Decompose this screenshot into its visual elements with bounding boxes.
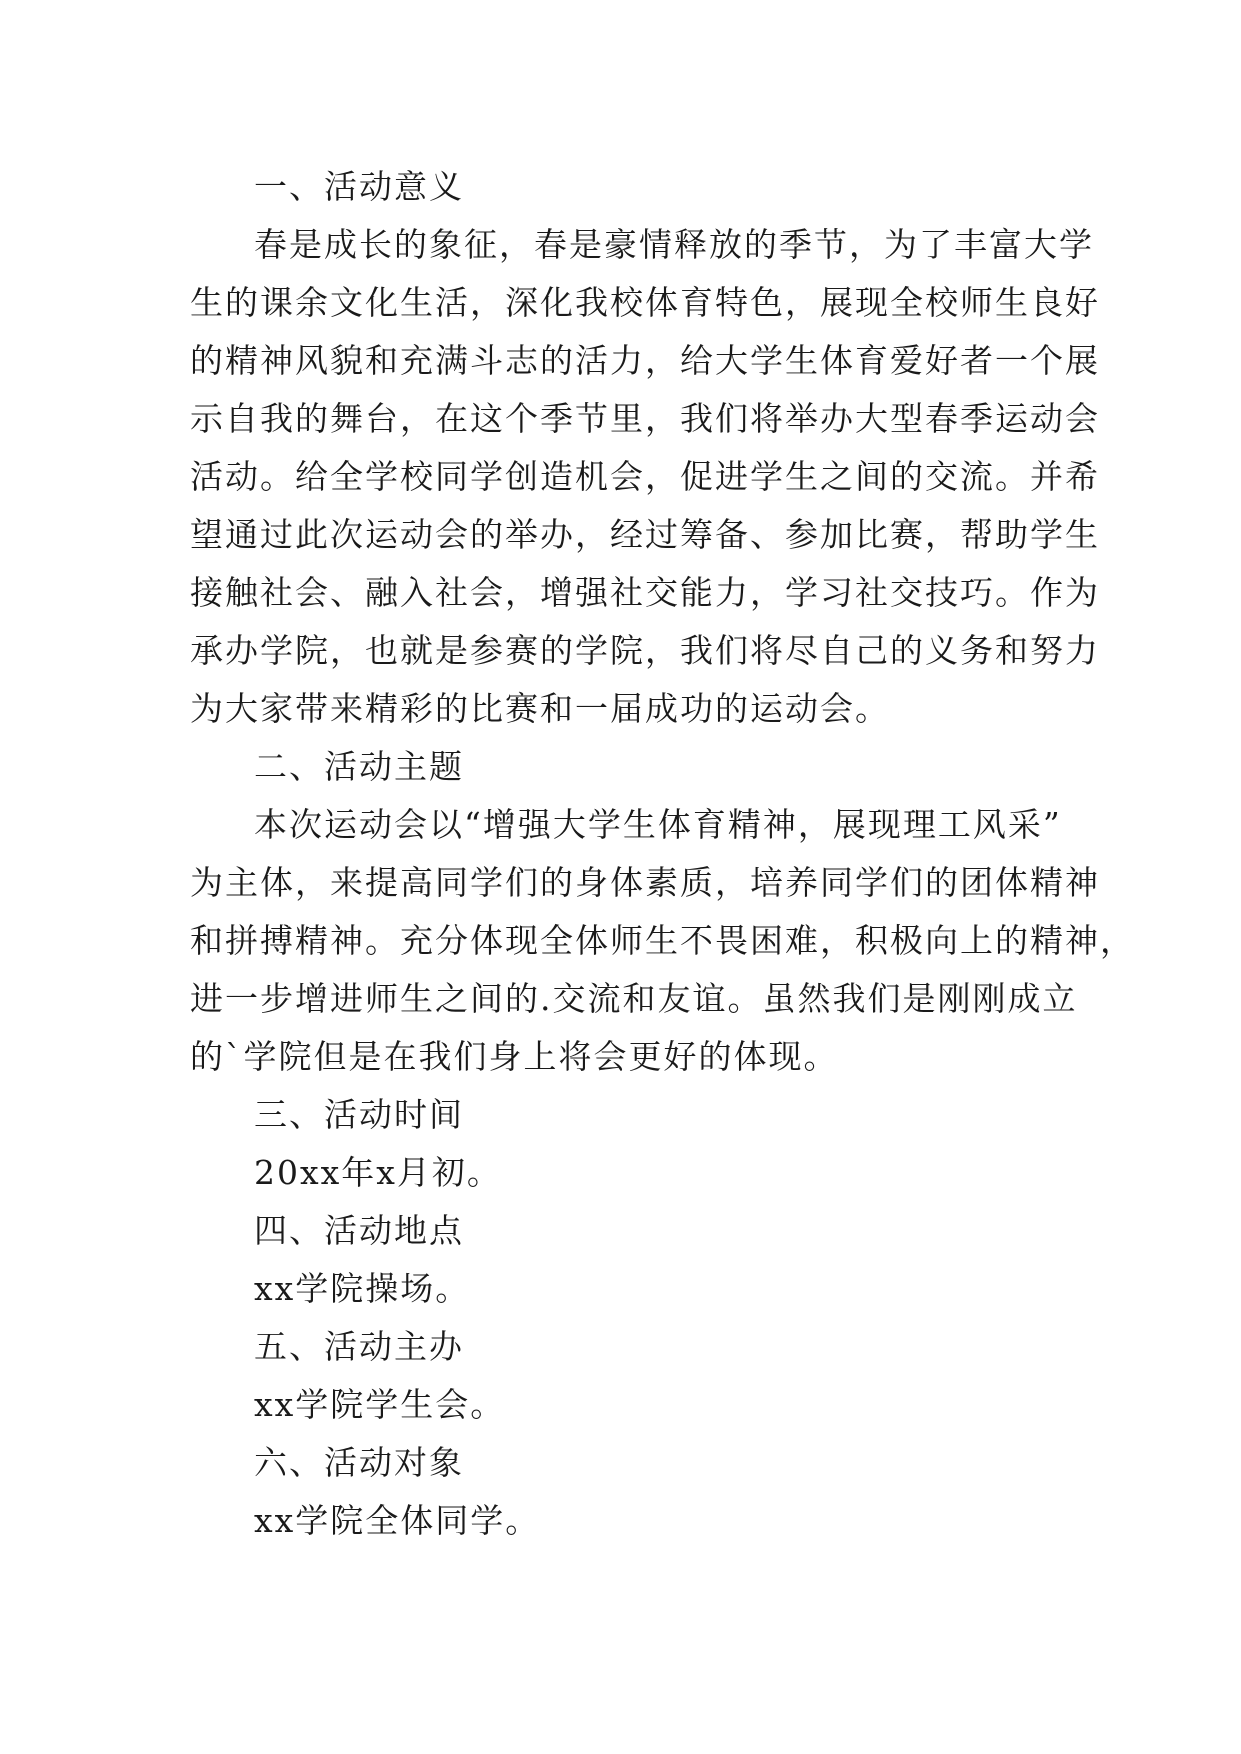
- section-content: xx学院学生会。: [254, 1385, 506, 1424]
- paragraph-line: 望通过此次运动会的举办，经过筹备、参加比赛，帮助学生: [190, 515, 1100, 554]
- paragraph-line: 示自我的舞台，在这个季节里，我们将举办大型春季运动会: [190, 399, 1100, 438]
- section-content: xx学院操场。: [254, 1269, 471, 1308]
- paragraph-line: 为大家带来精彩的比赛和一届成功的运动会。: [190, 689, 890, 728]
- section-heading: 一、活动意义: [254, 167, 464, 206]
- section-heading: 五、活动主办: [254, 1327, 464, 1366]
- paragraph-line: 和拼搏精神。充分体现全体师生不畏困难，积极向上的精神，: [190, 921, 1135, 960]
- paragraph-line: 本次运动会以“增强大学生体育精神，展现理工风采”: [254, 805, 1062, 844]
- paragraph-line: 为主体，来提高同学们的身体素质，培养同学们的团体精神: [190, 863, 1100, 902]
- paragraph-line: 承办学院，也就是参赛的学院，我们将尽自己的义务和努力: [190, 631, 1100, 670]
- section-heading: 六、活动对象: [254, 1443, 464, 1482]
- paragraph-line: 进一步增进师生之间的.交流和友谊。虽然我们是刚刚成立: [190, 979, 1078, 1018]
- paragraph-line: 生的课余文化生活，深化我校体育特色，展现全校师生良好: [190, 283, 1100, 322]
- section-heading: 三、活动时间: [254, 1095, 464, 1134]
- section-content: xx学院全体同学。: [254, 1501, 541, 1540]
- paragraph-line: 的精神风貌和充满斗志的活力，给大学生体育爱好者一个展: [190, 341, 1100, 380]
- section-content: 20xx年x月初。: [254, 1153, 502, 1192]
- paragraph-line: 的`学院但是在我们身上将会更好的体现。: [190, 1037, 839, 1076]
- paragraph-line: 接触社会、融入社会，增强社交能力，学习社交技巧。作为: [190, 573, 1100, 612]
- section-heading: 二、活动主题: [254, 747, 464, 786]
- section-heading: 四、活动地点: [254, 1211, 464, 1250]
- paragraph: [190, 216, 1100, 738]
- document-page: [190, 158, 1135, 1550]
- paragraph: [190, 796, 1135, 1086]
- paragraph-line: 春是成长的象征，春是豪情释放的季节，为了丰富大学: [254, 225, 1094, 264]
- paragraph-line: 活动。给全学校同学创造机会，促进学生之间的交流。并希: [190, 457, 1100, 496]
